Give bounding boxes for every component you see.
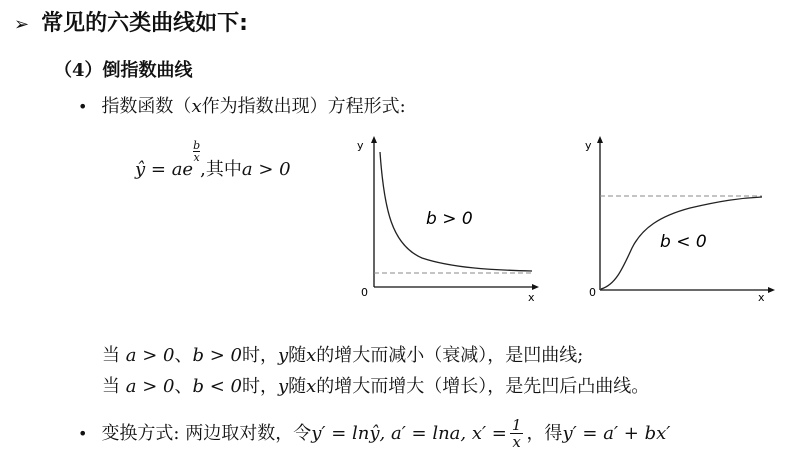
text-segment: 的增大而减小（衰减），是凹曲线; (316, 345, 584, 366)
equation-lhs: ŷ = ae (135, 159, 194, 180)
exponent-denominator: x (193, 151, 200, 164)
text-segment: 时， (241, 345, 278, 366)
plot-growth (580, 130, 780, 305)
section-heading (14, 6, 248, 37)
bullet1-pre: 指数函数（ (101, 96, 192, 117)
subheading: （4）倒指数曲线 (54, 60, 193, 81)
equation-condition: a > 0 (241, 159, 291, 180)
text-segment: 随 (288, 345, 307, 366)
origin-label: 0 (361, 286, 368, 299)
bullet2-mid: ，得 (526, 423, 563, 444)
fraction-denominator: x (510, 433, 524, 450)
bullet-icon: • (78, 97, 88, 116)
arrow-bullet-icon: ➢ (14, 14, 30, 35)
bullet1-var: x (191, 96, 202, 117)
text-segment: 当 (102, 345, 126, 366)
bullet1-post: 作为指数出现）方程形式: (201, 96, 406, 117)
text-segment: 随 (288, 376, 307, 397)
bullet-icon: • (78, 424, 88, 443)
x-axis-arrow-icon (768, 287, 775, 293)
description-decay (102, 341, 583, 367)
text-segment: 当 (102, 376, 126, 397)
bullet2-math2: y′ = a′ + bx′ (562, 423, 671, 444)
fraction-numerator: 1 (511, 416, 522, 434)
bullet-item-form (78, 92, 406, 118)
description-growth (102, 372, 649, 398)
equation (135, 140, 291, 181)
exponent-numerator: b (193, 139, 201, 152)
math-segment: y (277, 345, 289, 366)
math-segment: a > 0 (125, 345, 175, 366)
math-segment: x (306, 376, 317, 397)
text-segment: 时， (241, 376, 278, 397)
curve-annotation: b > 0 (426, 209, 473, 229)
math-segment: b > 0 (192, 345, 242, 366)
text-segment: 的增大而增大（增长），是先凹后凸曲线。 (316, 376, 650, 397)
bullet-item-transform (78, 418, 670, 450)
text-segment: 、 (174, 376, 193, 397)
heading-text: 常见的六类曲线如下: (41, 11, 248, 36)
y-axis-arrow-icon (597, 136, 603, 143)
math-segment: b < 0 (192, 376, 242, 397)
y-axis-label: y (585, 139, 592, 152)
origin-label: 0 (589, 286, 596, 299)
math-segment: y (277, 376, 289, 397)
y-axis-arrow-icon (371, 136, 377, 143)
x-axis-arrow-icon (532, 284, 539, 290)
bullet2-pre: 变换方式: 两边取对数，令 (101, 423, 312, 444)
fraction (510, 418, 524, 450)
curve-annotation: b < 0 (660, 232, 707, 252)
y-axis-label: y (357, 139, 364, 152)
math-segment: x (306, 345, 317, 366)
x-axis-label: x (758, 291, 765, 304)
math-segment: a > 0 (125, 376, 175, 397)
equation-rest: ,其中 (200, 159, 242, 180)
text-segment: 、 (174, 345, 193, 366)
plot-decay (352, 130, 542, 305)
x-axis-label: x (528, 291, 535, 304)
bullet2-math1: y′ = lnŷ, a′ = lna, x′ = (311, 423, 507, 444)
